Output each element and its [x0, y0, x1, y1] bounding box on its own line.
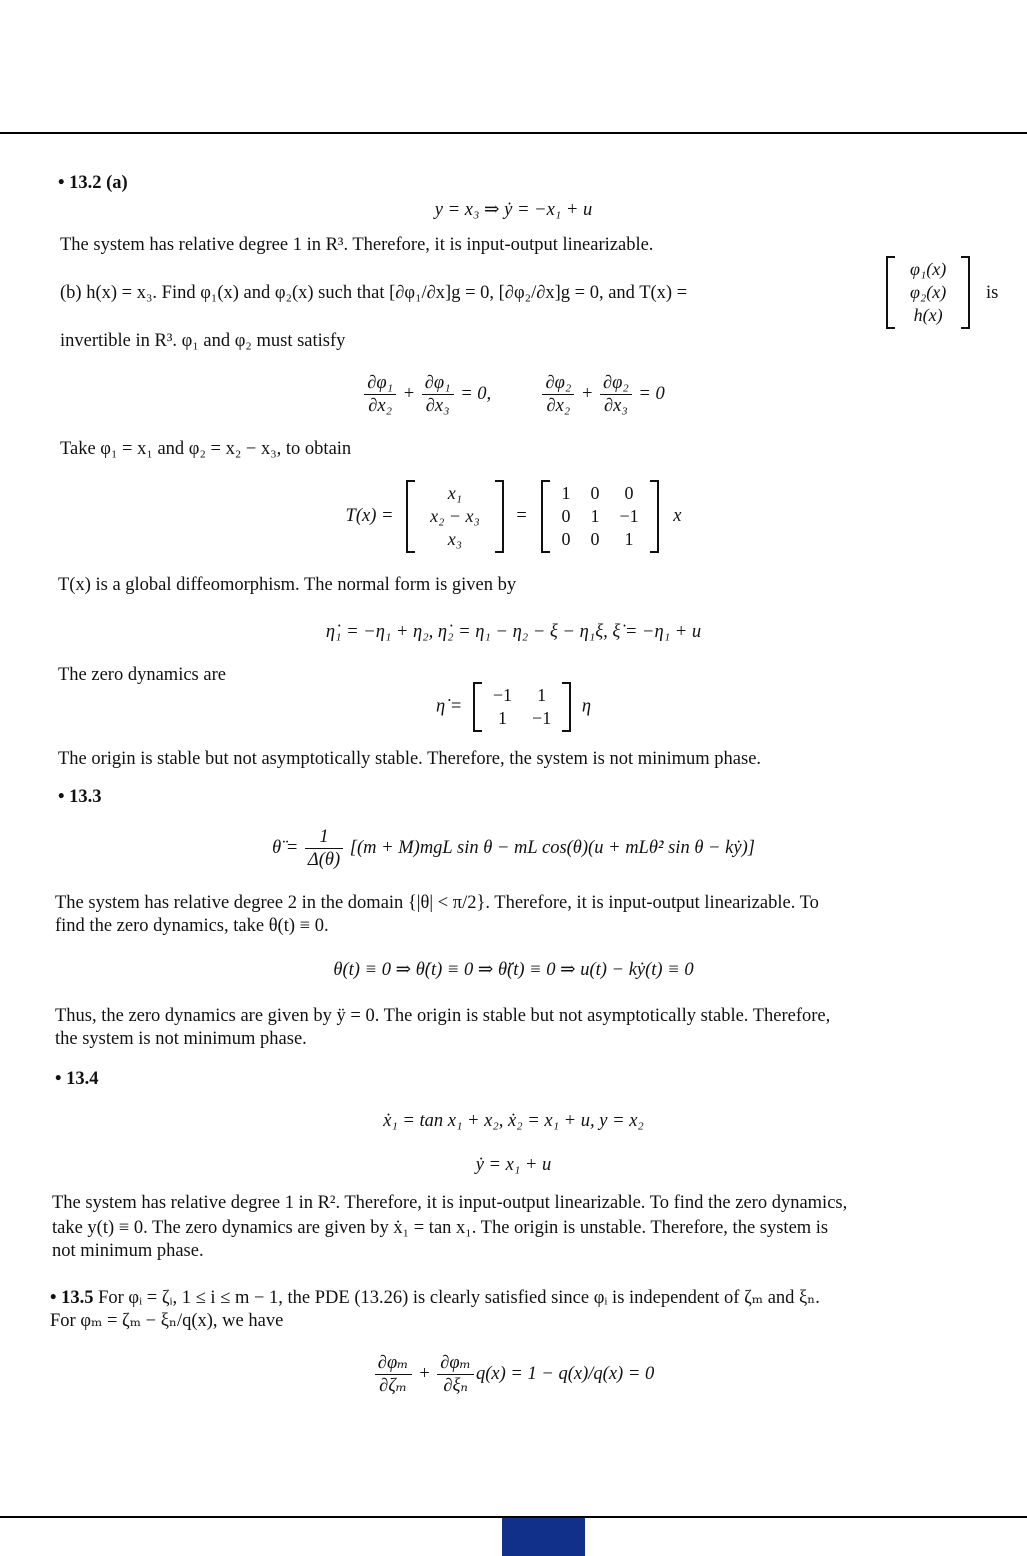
- T-rhs: x: [673, 505, 682, 526]
- matrix-cell: 1: [537, 685, 547, 705]
- frac-num: ∂φₘ: [437, 1352, 474, 1375]
- matrix-cell: 1: [624, 529, 634, 549]
- matrix-cell: x₂ − x₃: [430, 506, 480, 526]
- paragraph: Take φ₁ = x₁ and φ₂ = x₂ − x₃, to obtain: [60, 439, 352, 459]
- eq-rhs: q(x) = 1 − q(x)/q(x) = 0: [476, 1363, 655, 1384]
- section-13-2-heading: • 13.2 (a): [58, 173, 128, 193]
- paragraph-end: is: [986, 283, 999, 303]
- equals: =: [516, 505, 527, 526]
- matrix-cell: φ₂(x): [910, 282, 947, 302]
- matrix-cell: 0: [624, 483, 634, 503]
- matrix: [406, 480, 504, 553]
- frac-den: ∂ζₘ: [379, 1376, 408, 1396]
- matrix-cell: 1: [590, 506, 600, 526]
- matrix: [473, 682, 571, 732]
- frac-den: ∂x₂: [368, 396, 393, 416]
- frac-den: Δ(θ): [307, 850, 341, 870]
- paragraph: The origin is stable but not asymptotically stable. Therefore, the system is not minimum phase.: [58, 749, 762, 769]
- zd-rhs: η: [581, 696, 592, 717]
- operator: = 0,: [460, 383, 492, 404]
- frac-num: ∂φ₁: [364, 372, 396, 395]
- paragraph: The zero dynamics are: [58, 665, 226, 685]
- eq-output-derivative: ẏ = x₁ + u: [475, 1155, 552, 1175]
- header-rule: [0, 132, 1027, 134]
- frac-den: ∂x₃: [603, 396, 628, 416]
- frac-num: 1: [305, 826, 343, 849]
- matrix-cell: 0: [590, 483, 600, 503]
- frac-num: ∂φ₂: [600, 372, 632, 395]
- frac-num: ∂φ₂: [542, 372, 574, 395]
- paragraph: For φₘ = ζₘ − ξₙ/q(x), we have: [50, 1311, 284, 1331]
- eq-T: [0, 480, 1027, 553]
- matrix-cell: 0: [590, 529, 600, 549]
- footer-page-marker: [502, 1518, 585, 1556]
- matrix-cell: φ₁(x): [910, 259, 947, 279]
- matrix-cell: x₃: [447, 529, 463, 549]
- T-lhs: T(x) =: [345, 505, 394, 526]
- matrix-cell: −1: [532, 708, 552, 728]
- paragraph: take y(t) ≡ 0. The zero dynamics are given by ẋ₁ = tan x₁. The origin is unstable. Therefore, the system is: [52, 1218, 829, 1238]
- eq-lhs: θ̈ =: [272, 837, 299, 858]
- T-vector-def: [886, 256, 970, 329]
- paragraph: find the zero dynamics, take θ(t) ≡ 0.: [55, 916, 329, 936]
- paragraph: The system has relative degree 2 in the domain {|θ| < π/2}. Therefore, it is input-output linearizable. To: [55, 893, 819, 913]
- matrix: [886, 256, 970, 329]
- eq-13-2-output: y = x₃ ⇒ ẏ = −x₁ + u: [434, 200, 593, 220]
- frac-num: ∂φₘ: [375, 1352, 412, 1375]
- matrix-cell: 0: [561, 506, 571, 526]
- eq-pde: [0, 372, 1027, 417]
- eq-pde-13-5: [0, 1352, 1027, 1397]
- section-13-5-heading: • 13.5: [50, 1288, 94, 1308]
- paragraph: T(x) is a global diffeomorphism. The normal form is given by: [58, 575, 517, 595]
- paragraph: not minimum phase.: [52, 1241, 204, 1261]
- matrix-cell: 0: [561, 529, 571, 549]
- eq-zero-dynamics-13-3: θ(t) ≡ 0 ⇒ θ̇(t) ≡ 0 ⇒ θ̈(t) ≡ 0 ⇒ u(t) − kẏ(t) ≡ 0: [333, 960, 694, 980]
- eq-zero-dynamics: [0, 682, 1027, 732]
- paragraph: invertible in R³. φ₁ and φ₂ must satisfy: [60, 331, 346, 351]
- operator: +: [580, 383, 594, 404]
- operator: +: [402, 383, 416, 404]
- section-13-3-heading: • 13.3: [58, 787, 102, 807]
- matrix-cell: −1: [619, 506, 639, 526]
- matrix-cell: h(x): [913, 305, 943, 325]
- eq-system-13-4: ẋ₁ = tan x₁ + x₂, ẋ₂ = x₁ + u, y = x₂: [383, 1111, 644, 1131]
- section-13-4-heading: • 13.4: [55, 1069, 99, 1089]
- matrix-cell: 1: [561, 483, 571, 503]
- matrix-cell: x₁: [447, 483, 463, 503]
- matrix-cell: −1: [492, 685, 513, 705]
- paragraph-b: (b) h(x) = x₃. Find φ₁(x) and φ₂(x) such that [∂φ₁/∂x]g = 0, [∂φ₂/∂x]g = 0, and T(x) =: [60, 283, 688, 303]
- frac-den: ∂ξₙ: [443, 1376, 468, 1396]
- matrix-cell: 1: [497, 708, 507, 728]
- paragraph: Thus, the zero dynamics are given by ÿ = 0. The origin is stable but not asymptotically stable. Therefore,: [55, 1006, 831, 1026]
- zd-lhs: η̇ =: [435, 696, 463, 717]
- paragraph: The system has relative degree 1 in R². Therefore, it is input-output linearizable. To find the zero dynamics,: [52, 1193, 848, 1213]
- paragraph: For φᵢ = ζᵢ, 1 ≤ i ≤ m − 1, the PDE (13.26) is clearly satisfied since φᵢ is independent of ζₘ and ξₙ.: [98, 1288, 820, 1308]
- frac-den: ∂x₂: [546, 396, 571, 416]
- eq-rhs: [(m + M)mgL sin θ − mL cos(θ)(u + mLθ̇² sin θ − kẏ)]: [349, 837, 755, 858]
- operator: +: [418, 1363, 431, 1384]
- frac-num: ∂φ₁: [422, 372, 454, 395]
- eq-normal-form: η̇₁ = −η₁ + η₂, η̇₂ = η₁ − η₂ − ξ − η₁ξ, ξ̇ = −η₁ + u: [325, 622, 702, 642]
- eq-theta-ddot: [0, 826, 1027, 871]
- frac-den: ∂x₃: [425, 396, 450, 416]
- matrix: [541, 480, 658, 553]
- paragraph: the system is not minimum phase.: [55, 1029, 307, 1049]
- paragraph: The system has relative degree 1 in R³. Therefore, it is input-output linearizable.: [60, 235, 654, 255]
- operator: = 0: [638, 383, 665, 404]
